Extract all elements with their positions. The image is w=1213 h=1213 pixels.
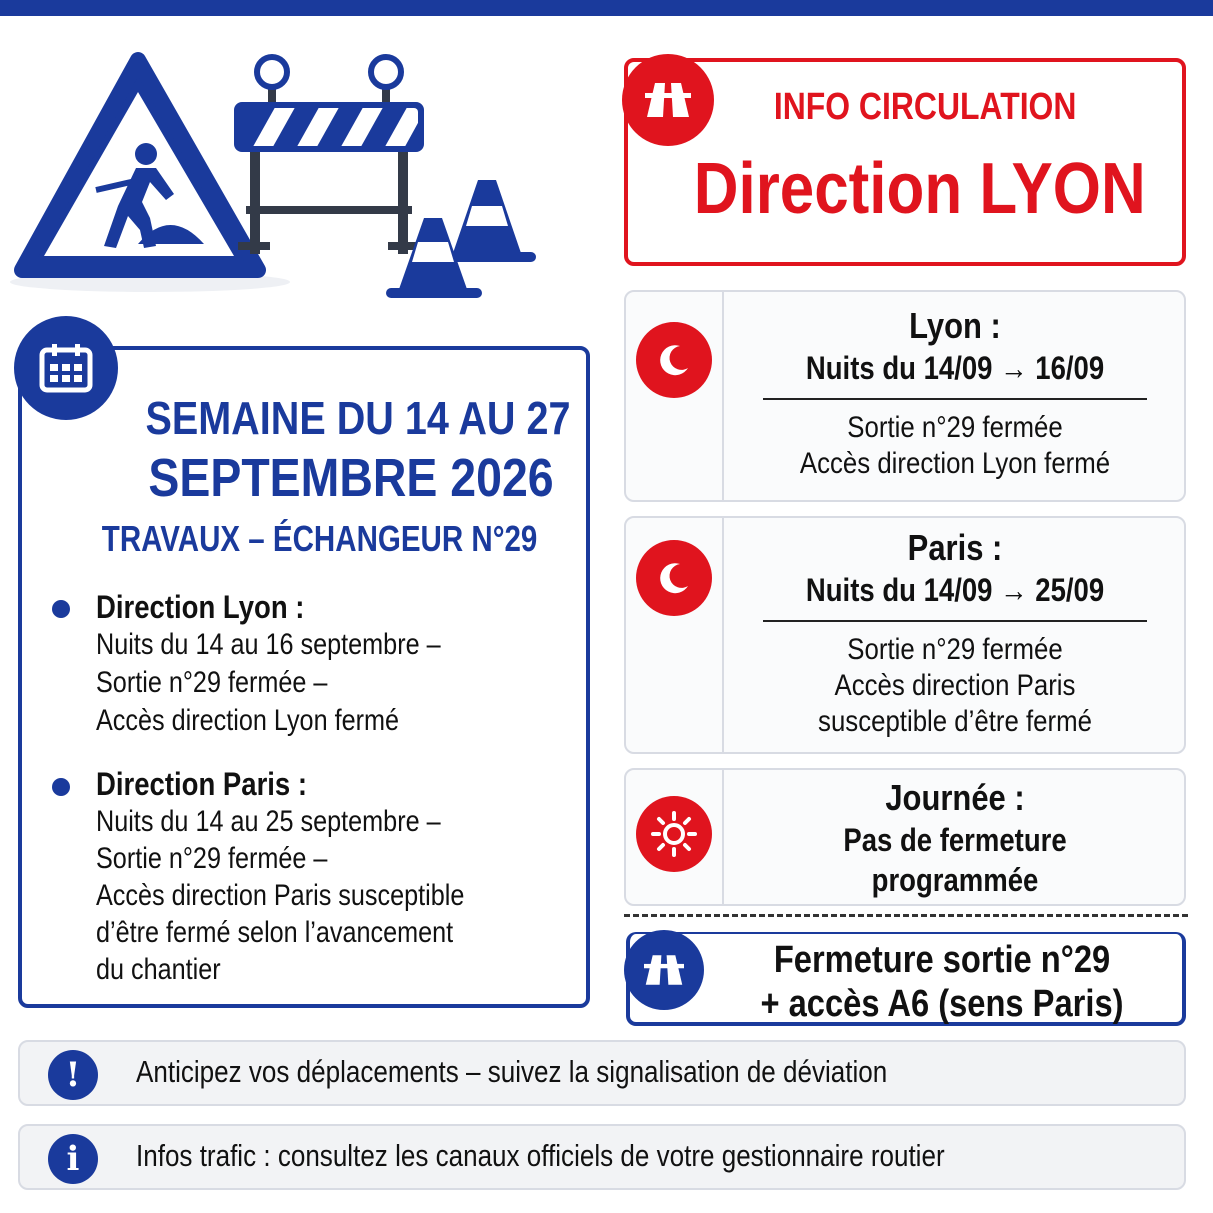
schedule-row-paris: [624, 516, 1186, 754]
list-item-line: Nuits du 14 au 16 septembre –: [96, 628, 441, 661]
row-content: [726, 304, 1184, 482]
row-detail: Pas de fermeture: [843, 822, 1067, 858]
row-dates: Nuits du 14/09 → 16/09: [805, 350, 1105, 386]
row-detail: programmée: [871, 862, 1039, 898]
info-label-text: INFO CIRCULATION: [773, 86, 1077, 128]
notice-text: Infos trafic : consultez les canaux officiels de votre gestionnaire routier: [136, 1138, 945, 1173]
notice-text: Anticipez vos déplacements – suivez la signalisation de déviation: [136, 1054, 888, 1089]
notice-anticipate: [18, 1040, 1186, 1106]
works-subtitle: [40, 518, 600, 560]
closure-line1: Fermeture sortie n°29: [773, 939, 1111, 981]
moon-icon: [636, 322, 712, 398]
row-divider: [722, 518, 724, 752]
list-item-line: Nuits du 14 au 25 septembre –: [96, 805, 441, 838]
row-dates: Nuits du 14/09 → 25/09: [805, 572, 1105, 608]
motorway-icon: [622, 54, 714, 146]
info-icon: i: [48, 1134, 98, 1184]
row-content: [726, 526, 1184, 740]
row-detail: Accès direction Lyon fermé: [799, 447, 1111, 480]
row-divider: [722, 770, 724, 904]
info-label: [720, 86, 1130, 129]
row-rule: [763, 398, 1147, 400]
week-title: [112, 388, 590, 508]
roadworks-illustration: [0, 30, 600, 320]
moon-icon: [636, 540, 712, 616]
closure-text: [700, 938, 1184, 1026]
barrier-icon: [234, 57, 424, 254]
list-item-line: Sortie n°29 fermée –: [96, 842, 328, 875]
list-item-line: d’être fermé selon l’avancement: [96, 916, 454, 949]
traffic-cone-icon: [440, 180, 536, 262]
schedule-row-lyon: [624, 290, 1186, 502]
row-detail: Accès direction Paris: [834, 669, 1076, 702]
week-title-line2: SEPTEMBRE 2026: [148, 448, 554, 508]
list-item-line: Sortie n°29 fermée –: [96, 666, 328, 699]
roadworks-sign-icon: [22, 60, 258, 270]
sun-icon: [636, 796, 712, 872]
exclamation-icon: !: [48, 1050, 98, 1100]
list-item-heading: Direction Lyon :: [96, 589, 305, 625]
bullet-dot: [52, 778, 70, 796]
week-title-line1: SEMAINE DU 14 AU 27: [145, 392, 571, 444]
bullet-dot: [52, 600, 70, 618]
list-item-line: Accès direction Paris susceptible: [96, 879, 465, 912]
works-subtitle-text: TRAVAUX – ÉCHANGEUR N°29: [102, 518, 538, 559]
schedule-row-day: [624, 768, 1186, 906]
row-title: Paris :: [907, 527, 1003, 568]
row-detail: Sortie n°29 fermée: [847, 411, 1063, 444]
row-title: Lyon :: [909, 305, 1001, 346]
row-divider: [722, 292, 724, 500]
list-item-lyon: [96, 588, 506, 740]
row-content: [726, 776, 1184, 900]
list-item-heading: Direction Paris :: [96, 766, 308, 802]
top-bar: [0, 0, 1213, 16]
list-item-line: du chantier: [96, 953, 221, 986]
direction-title-text: Direction LYON: [694, 149, 1146, 229]
dashed-divider: [624, 914, 1188, 917]
calendar-icon: [14, 316, 118, 420]
list-item-line: Accès direction Lyon fermé: [96, 704, 400, 737]
notice-traffic-info: [18, 1124, 1186, 1190]
direction-title: [640, 148, 1200, 230]
row-rule: [763, 620, 1147, 622]
closure-line2: + accès A6 (sens Paris): [760, 983, 1124, 1025]
row-title: Journée :: [885, 777, 1025, 818]
list-item-paris: [96, 766, 535, 988]
row-detail: susceptible d’être fermé: [818, 705, 1092, 738]
row-detail: Sortie n°29 fermée: [847, 633, 1063, 666]
motorway-icon: [624, 930, 704, 1010]
